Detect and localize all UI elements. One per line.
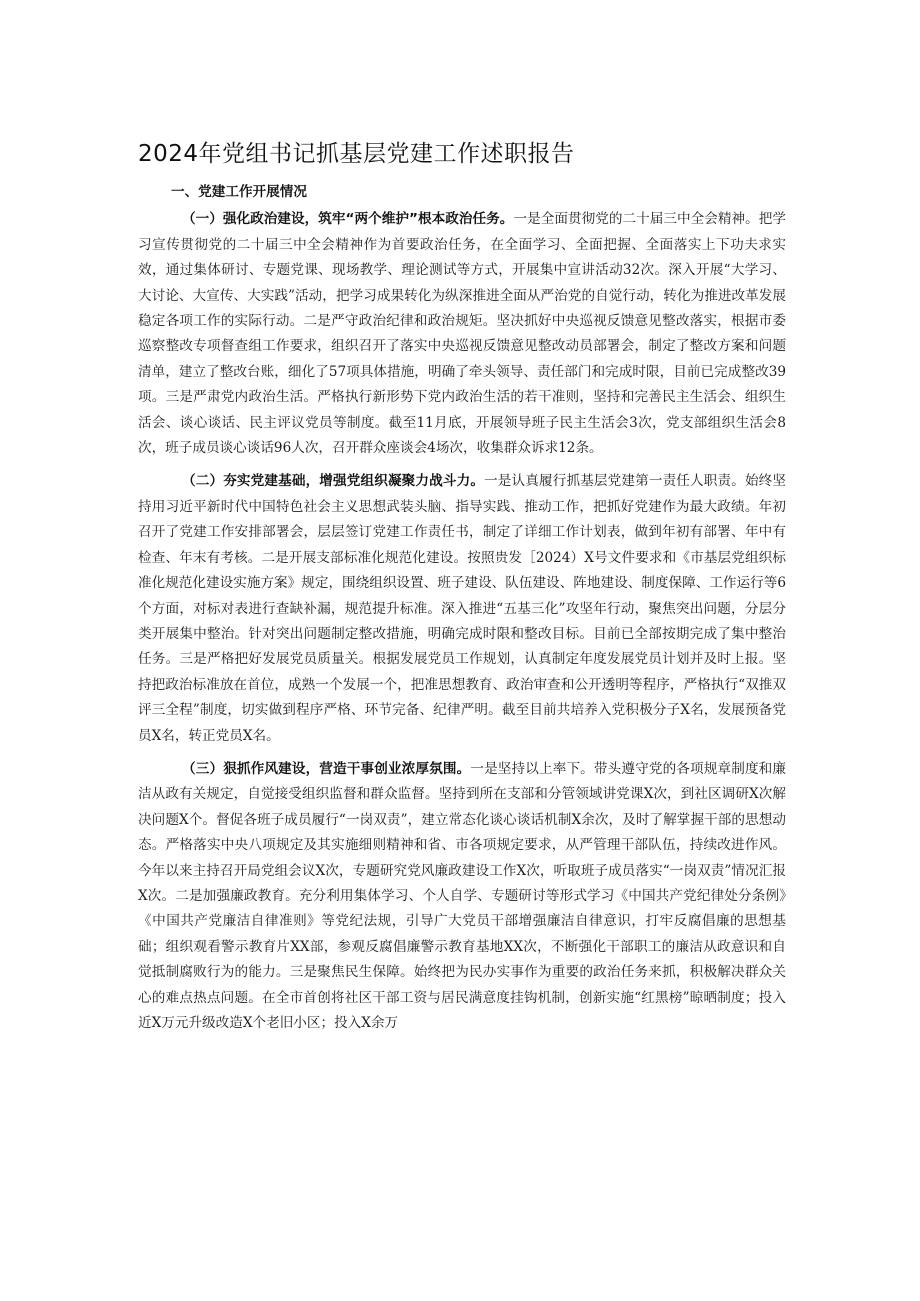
paragraph-lead: （二）夯实党建基础，增强党组织凝聚力战斗力。 <box>182 473 485 490</box>
paragraph-body: 一是坚持以上率下。带头遵守党的各项规章制度和廉洁从政有关规定，自觉接受组织监督和群众监督。坚持到所在支部和分管领域讲党课X次，到社区调研X次解决问题X个。督促各班子成员履行“一岗双责”，建立常态化谈心谈话机制X余次，及时了解掌握干部的思想动态。严格落实中央八项规定及其实施细则精神和省、市各项规定要求，从严管理干部队伍，持续改进作风。今年以来主持召开局党组会议X次，专题研究党风廉政建设工作X次，听取班子成员落实“一岗双责”情况汇报X次。二是加强廉政教育。充分利用集体学习、个人自学、专题研讨等形式学习《中国共产党纪律处分条例》《中国共产党廉洁自律准则》等党纪法规，引导广大党员干部增强廉洁自律意识，打牢反腐倡廉的思想基础；组织观看警示教育片XX部，参观反腐倡廉警示教育基地XX次，不断强化干部职工的廉洁从政意识和自觉抵制腐败行为的能力。三是聚焦民生保障。始终把为民办实事作为重要的政治任务来抓，积极解决群众关心的难点热点问题。在全市首创将社区干部工资与居民满意度挂钩机制，创新实施“红黑榜”晾晒制度；投入近X万元升级改造X个老旧小区；投入X余万 <box>138 760 787 1031</box>
paragraph-lead: （三）狠抓作风建设，营造干事创业浓厚氛围。 <box>182 760 471 777</box>
document-body <box>138 180 786 1044</box>
document-title: 2024年党组书记抓基层党建工作述职报告 <box>138 141 575 167</box>
paragraph-body: 一是认真履行抓基层党建第一责任人职责。始终坚持用习近平新时代中国特色社会主义思想武装头脑、指导实践、推动工作，把抓好党建作为最大政绩。年初召开了党建工作安排部署会，层层签订党建工作责任书，制定了详细工作计划表，做到年初有部署、年中有检查、年末有考核。二是开展支部标准化规范化建设。按照贵发［2024）X号文件要求和《市基层党组织标准化规范化建设实施方案》规定，围绕组织设置、班子建设、队伍建设、阵地建设、制度保障、工作运行等6个方面，对标对表进行查缺补漏，规范提升标准。深入推进“五基三化”攻坚年行动，聚焦突出问题，分层分类开展集中整治。针对突出问题制定整改措施，明确完成时限和整改目标。目前已全部按期完成了集中整治任务。三是严格把好发展党员质量关。根据发展党员工作规划，认真制定年度发展党员计划并及时上报。坚持把政治标准放在首位，成熟一个发展一个，把准思想教育、政治审查和公开透明等程序，严格执行“双推双评三全程”制度，切实做到程序严格、环节完备、纪律严明。截至目前共培养入党积极分子X名，发展预备党员X名，转正党员X名。 <box>138 473 787 744</box>
section-heading: 一、党建工作开展情况 <box>171 184 307 200</box>
paragraph-work-style <box>138 757 786 1036</box>
paragraph-body: 一是全面贯彻党的二十届三中全会精神。把学习宣传贯彻党的二十届三中全会精神作为首要政治任务，在全面学习、全面把握、全面落实上下功夫求实效，通过集体研讨、专题党课、现场教学、理论测试等方式，开展集中宣讲活动32次。深入开展“大学习、大讨论、大宣传、大实践”活动，把学习成果转化为纵深推进全面从严治党的自觉行动，转化为推进改革发展稳定各项工作的实际行动。二是严守政治纪律和政治规矩。坚决抓好中央巡视反馈意见整改落实，根据市委巡察整改专项督查组工作要求，组织召开了落实中央巡视反馈意见整改动员部署会，制定了整改方案和问题清单，建立了整改台账，细化了57项具体措施，明确了牵头领导、责任部门和完成时限，目前已完成整改39项。三是严肃党内政治生活。严格执行新形势下党内政治生活的若干准则，坚持和完善民主生活会、组织生活会、谈心谈话、民主评议党员等制度。截至11月底，开展领导班子民主生活会3次，党支部组织生活会8次，班子成员谈心谈话96人次，召开群众座谈会4场次，收集群众诉求12条。 <box>138 211 786 457</box>
paragraph-party-foundation <box>138 469 786 748</box>
paragraph-political-building <box>138 207 786 461</box>
paragraph-lead: （一）强化政治建设，筑牢“两个维护”根本政治任务。 <box>182 211 514 228</box>
